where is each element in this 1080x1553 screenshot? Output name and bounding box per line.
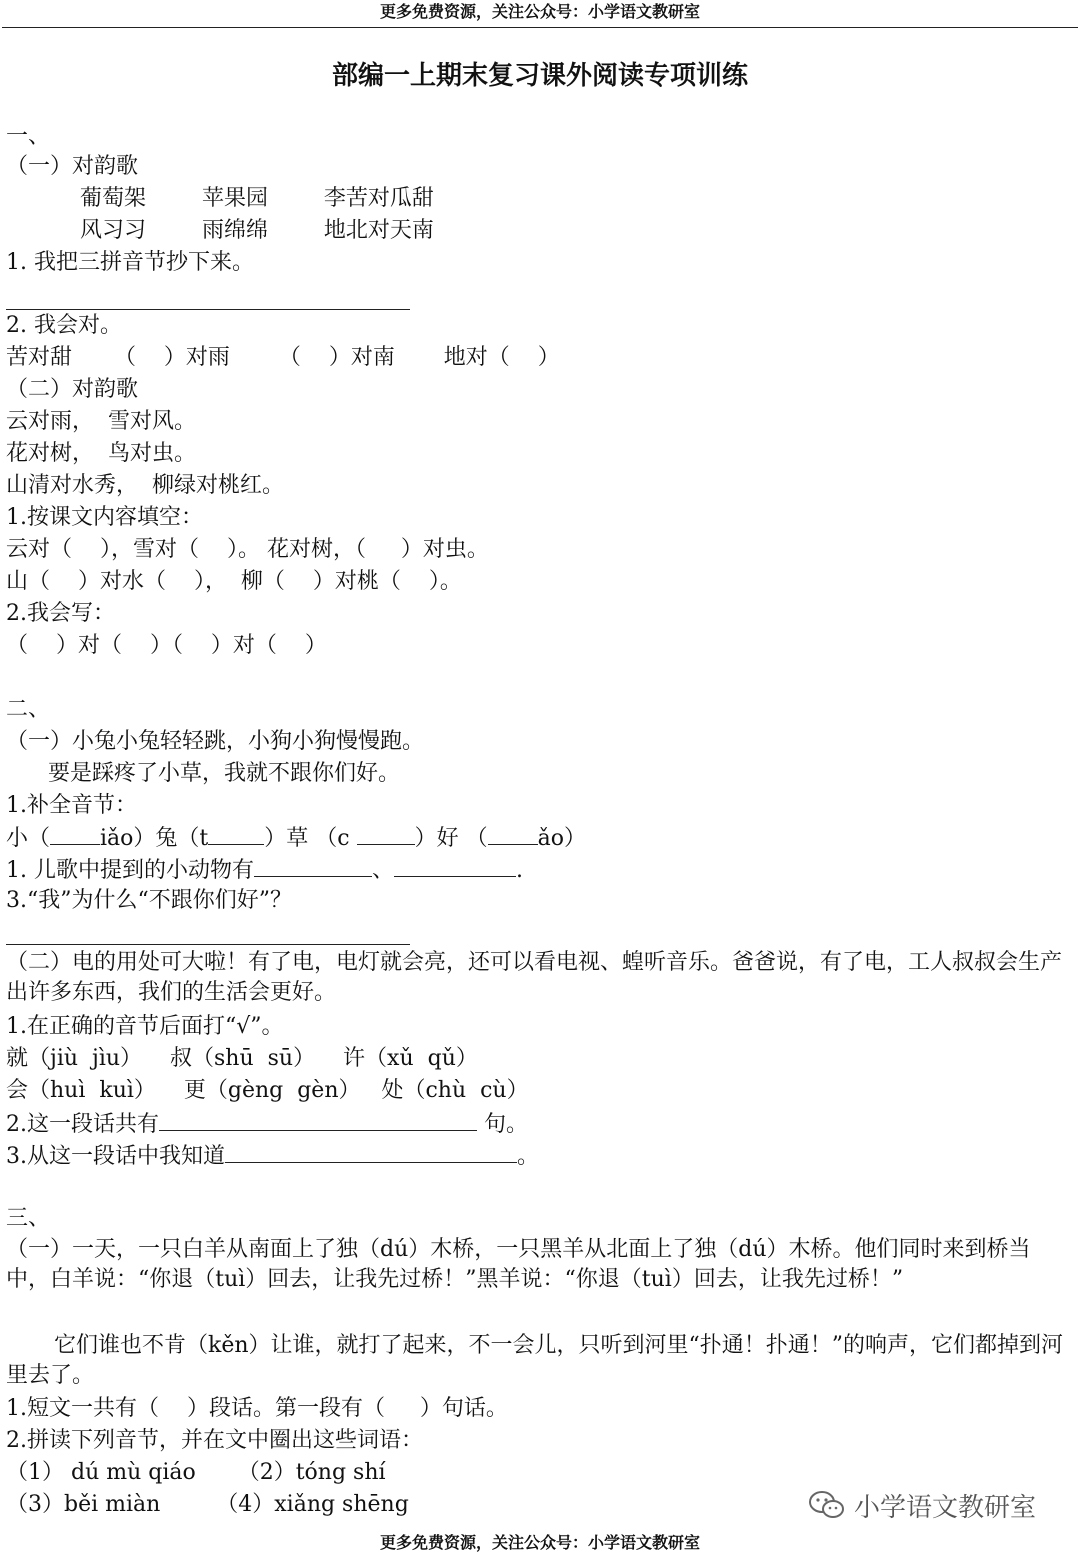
sentence-count-question: 2.这一段话共有 句。 xyxy=(6,1108,528,1140)
write-line: （ ）对（ ）（ ）对（ ） xyxy=(6,633,327,658)
write-question: 2.我会写： xyxy=(6,601,115,626)
pinyin-question: 2.拼读下列音节，并在文中圈出这些词语： xyxy=(6,1428,423,1453)
goats-paragraph-1: （一）一天，一只白羊从南面上了独（dú）木桥，一只黑羊从北面上了独（dú）木桥。他们同时来到桥当中，白羊说：“你退（tuì）回去，让我先过桥！”黑羊说：“你退（tuì）回去，让我先过桥！” xyxy=(6,1237,1031,1292)
verse-line-3: 山清对水秀， 柳绿对桃红。 xyxy=(6,473,284,498)
rhyme-row-2: 风习习 雨绵绵 地北对天南 xyxy=(80,218,434,243)
pinyin-choice-line-2: 会（huì kuì） 更（gèng gèn） 处（chù cù） xyxy=(6,1078,529,1103)
verse-line-2: 花对树， 鸟对虫。 xyxy=(6,441,196,466)
verse-line-1: 云对雨， 雪对风。 xyxy=(6,409,196,434)
section-1-part-1-title: （一）对韵歌 xyxy=(6,154,139,179)
electricity-paragraph: （二）电的用处可大啦！有了电，电灯就会亮，还可以看电视、蝗听音乐。爸爸说，有了电，工人叔叔会生产出许多东西，我们的生活会更好。 xyxy=(6,950,1063,1005)
section-3-heading: 三、 xyxy=(6,1206,51,1231)
page-title: 部编一上期末复习课外阅读专项训练 xyxy=(331,61,748,91)
pinyin-choice-line-1: 就（jiù jìu） 叔（shū sū） 许（xǔ qǔ） xyxy=(6,1046,478,1071)
syllable-line: 小（ iǎo）兔（t ）草 （c ）好 （ ǎo） xyxy=(6,822,586,854)
rhyme-line-2: 要是踩疼了小草，我就不跟你们好。 xyxy=(6,761,400,786)
fill-question: 1.按课文内容填空： xyxy=(6,505,203,530)
fill-line-1: 云对（ ），雪对（ ）。 花对树，（ ）对虫。 xyxy=(6,537,489,562)
watermark xyxy=(808,1485,1036,1525)
goats-paragraph-2: 它们谁也不肯（kěn）让谁，就打了起来，不一会儿，只听到河里“扑通！扑通！”的响声，它们都掉到河里去了。 xyxy=(6,1333,1064,1388)
pairing-line: 苦对甜 （ ）对雨 （ ）对南 地对（ ） xyxy=(6,345,560,370)
answer-line xyxy=(6,309,410,310)
section-1-heading: 一、 xyxy=(6,124,51,149)
fill-line-2: 山（ ）对水（ ）， 柳（ ）对桃（ ）。 xyxy=(6,569,462,594)
question-2: 2. 我会对。 xyxy=(6,313,122,338)
section-2-heading: 二、 xyxy=(6,697,51,722)
watermark-text: 小学语文教研室 xyxy=(854,1492,1037,1523)
rhyme-row-1: 葡萄架 苹果园 李苦对瓜甜 xyxy=(80,186,434,211)
animals-question: 1. 儿歌中提到的小动物有 、 . xyxy=(6,854,523,886)
why-question: 3.“我”为什么“不跟你们好”？ xyxy=(6,888,292,913)
page-header: 更多免费资源，关注公众号：小学语文教研室 xyxy=(379,2,700,21)
answer-line xyxy=(6,944,410,945)
section-1-part-2-title: （二）对韵歌 xyxy=(6,377,139,402)
pinyin-line-2: （3）běi miàn （4）xiǎng shēng xyxy=(6,1492,409,1517)
rhyme-line-1: （一）小兔小兔轻轻跳，小狗小狗慢慢跑。 xyxy=(6,729,425,754)
tick-question: 1.在正确的音节后面打“√”。 xyxy=(6,1014,284,1039)
syllable-question: 1.补全音节： xyxy=(6,793,137,818)
page-footer: 更多免费资源，关注公众号：小学语文教研室 xyxy=(379,1533,700,1552)
header-divider xyxy=(2,27,1078,28)
wechat-icon xyxy=(808,1489,846,1521)
question-1: 1. 我把三拼音节抄下来。 xyxy=(6,250,254,275)
pinyin-line-1: （1） dú mù qiáo （2）tóng shí xyxy=(6,1460,386,1485)
paragraph-count-question: 1.短文一共有（ ）段话。第一段有（ ）句话。 xyxy=(6,1396,508,1421)
knowledge-question: 3.从这一段话中我知道 。 xyxy=(6,1140,539,1172)
